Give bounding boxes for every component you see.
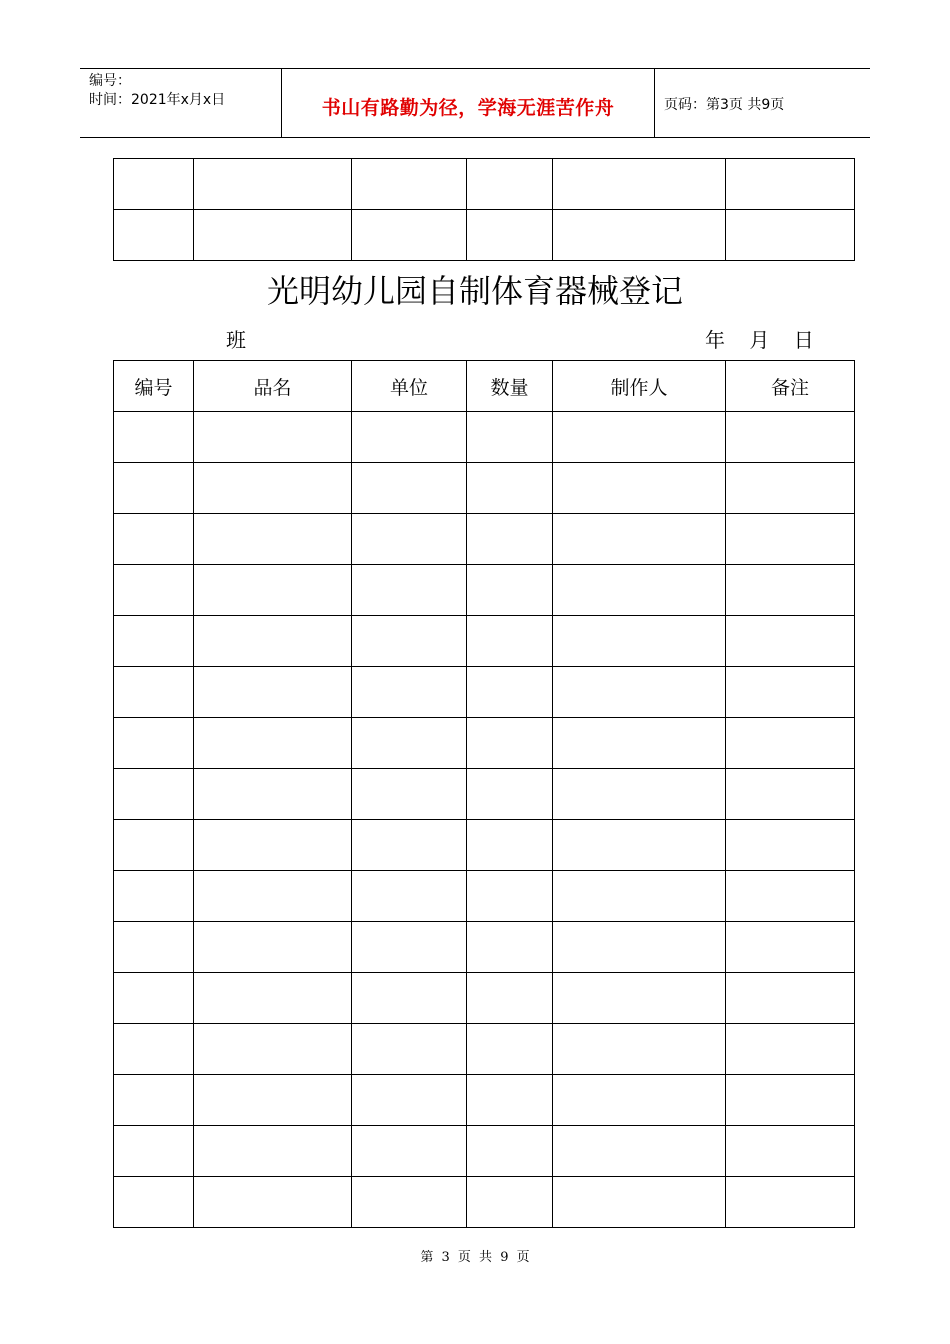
table-cell[interactable]	[352, 463, 467, 514]
table-cell[interactable]	[726, 210, 855, 261]
table-cell[interactable]	[194, 1075, 352, 1126]
table-cell[interactable]	[194, 820, 352, 871]
table-cell[interactable]	[114, 159, 194, 210]
table-cell[interactable]	[114, 412, 194, 463]
table-cell[interactable]	[352, 1024, 467, 1075]
table-cell[interactable]	[726, 1177, 855, 1228]
code-label: 编号：	[89, 73, 131, 89]
table-cell[interactable]	[467, 616, 553, 667]
table-cell[interactable]	[194, 769, 352, 820]
table-cell[interactable]	[553, 463, 726, 514]
table-row	[114, 871, 855, 922]
table-cell[interactable]	[726, 412, 855, 463]
column-header-number: 编号	[114, 361, 194, 412]
table-cell[interactable]	[553, 718, 726, 769]
table-cell[interactable]	[194, 718, 352, 769]
table-row	[114, 565, 855, 616]
table-cell[interactable]	[114, 210, 194, 261]
time-label: 时间：2021年x月x日	[89, 92, 226, 108]
table-cell[interactable]	[467, 159, 553, 210]
table-cell[interactable]	[553, 412, 726, 463]
table-row	[114, 159, 855, 210]
table-cell[interactable]	[352, 1126, 467, 1177]
table-cell[interactable]	[553, 1177, 726, 1228]
table-cell[interactable]	[553, 616, 726, 667]
table-cell[interactable]	[194, 412, 352, 463]
table-cell[interactable]	[194, 871, 352, 922]
table-cell[interactable]	[726, 514, 855, 565]
table-cell[interactable]	[352, 412, 467, 463]
table-cell[interactable]	[726, 922, 855, 973]
table-cell[interactable]	[194, 210, 352, 261]
table-cell[interactable]	[726, 463, 855, 514]
table-cell[interactable]	[114, 1177, 194, 1228]
table-cell[interactable]	[467, 210, 553, 261]
table-cell[interactable]	[553, 973, 726, 1024]
table-cell[interactable]	[114, 616, 194, 667]
table-cell[interactable]	[114, 1126, 194, 1177]
table-cell[interactable]	[467, 973, 553, 1024]
table-cell[interactable]	[114, 565, 194, 616]
table-header-row	[114, 361, 855, 412]
table-cell[interactable]	[114, 922, 194, 973]
table-cell[interactable]	[726, 616, 855, 667]
table-row	[114, 1024, 855, 1075]
table-cell[interactable]	[114, 667, 194, 718]
table-row	[114, 616, 855, 667]
table-row	[114, 820, 855, 871]
table-cell[interactable]	[114, 820, 194, 871]
table-cell[interactable]	[726, 565, 855, 616]
table-cell[interactable]	[726, 1126, 855, 1177]
table-cell[interactable]	[352, 667, 467, 718]
table-cell[interactable]	[352, 1177, 467, 1228]
table-cell[interactable]	[352, 159, 467, 210]
table-cell[interactable]	[114, 973, 194, 1024]
table-cell[interactable]	[553, 514, 726, 565]
table-cell[interactable]	[352, 820, 467, 871]
table-cell[interactable]	[553, 1126, 726, 1177]
table-cell[interactable]	[467, 514, 553, 565]
equipment-register-table	[113, 360, 855, 1228]
table-row	[114, 667, 855, 718]
table-cell[interactable]	[553, 769, 726, 820]
table-cell[interactable]	[194, 159, 352, 210]
table-cell[interactable]	[467, 1075, 553, 1126]
table-cell[interactable]	[726, 769, 855, 820]
column-header-maker: 制作人	[553, 361, 726, 412]
table-cell[interactable]	[467, 463, 553, 514]
table-cell[interactable]	[352, 1075, 467, 1126]
table-cell[interactable]	[467, 769, 553, 820]
table-row	[114, 718, 855, 769]
table-row	[114, 514, 855, 565]
table-cell[interactable]	[194, 1024, 352, 1075]
table-cell[interactable]	[114, 718, 194, 769]
table-cell[interactable]	[726, 820, 855, 871]
table-row	[114, 973, 855, 1024]
column-header-remarks: 备注	[726, 361, 855, 412]
table-cell[interactable]	[114, 514, 194, 565]
table-cell[interactable]	[194, 616, 352, 667]
column-header-quantity: 数量	[467, 361, 553, 412]
header-meta	[89, 72, 225, 110]
table-cell[interactable]	[726, 871, 855, 922]
table-cell[interactable]	[726, 1075, 855, 1126]
table-row	[114, 463, 855, 514]
header-divider	[654, 69, 655, 137]
table-cell[interactable]	[194, 463, 352, 514]
page-header	[80, 68, 870, 138]
table-cell[interactable]	[726, 973, 855, 1024]
continued-table	[113, 158, 855, 261]
table-cell[interactable]	[114, 769, 194, 820]
table-cell[interactable]	[352, 871, 467, 922]
column-header-item-name: 品名	[194, 361, 352, 412]
table-row	[114, 210, 855, 261]
table-cell[interactable]	[467, 1024, 553, 1075]
date-label: 年 月 日	[705, 328, 814, 352]
table-cell[interactable]	[352, 922, 467, 973]
table-cell[interactable]	[194, 1126, 352, 1177]
table-cell[interactable]	[352, 718, 467, 769]
header-motto: 书山有路勤为径，学海无涯苦作舟	[321, 97, 615, 119]
table-cell[interactable]	[114, 1075, 194, 1126]
page-footer: 第 3 页 共 9 页	[420, 1250, 530, 1265]
table-row	[114, 412, 855, 463]
table-cell[interactable]	[553, 667, 726, 718]
table-cell[interactable]	[352, 769, 467, 820]
table-cell[interactable]	[467, 565, 553, 616]
table-cell[interactable]	[553, 565, 726, 616]
table-cell[interactable]	[467, 1177, 553, 1228]
table-row	[114, 922, 855, 973]
table-cell[interactable]	[352, 616, 467, 667]
table-cell[interactable]	[194, 514, 352, 565]
table-cell[interactable]	[194, 922, 352, 973]
table-cell[interactable]	[467, 922, 553, 973]
table-cell[interactable]	[114, 871, 194, 922]
table-cell[interactable]	[194, 565, 352, 616]
table-row	[114, 1177, 855, 1228]
class-label: 班	[226, 328, 246, 352]
table-cell[interactable]	[114, 463, 194, 514]
table-cell[interactable]	[553, 922, 726, 973]
header-page-info: 页码：第3页 共9页	[664, 97, 785, 113]
table-cell[interactable]	[352, 514, 467, 565]
table-cell[interactable]	[114, 1024, 194, 1075]
table-cell[interactable]	[467, 667, 553, 718]
table-cell[interactable]	[352, 565, 467, 616]
table-row	[114, 769, 855, 820]
table-cell[interactable]	[726, 159, 855, 210]
table-cell[interactable]	[194, 1177, 352, 1228]
table-cell[interactable]	[467, 718, 553, 769]
table-cell[interactable]	[553, 871, 726, 922]
table-cell[interactable]	[352, 973, 467, 1024]
table-row	[114, 1075, 855, 1126]
table-cell[interactable]	[194, 667, 352, 718]
table-cell[interactable]	[553, 1024, 726, 1075]
table-row	[114, 1126, 855, 1177]
table-cell[interactable]	[467, 1126, 553, 1177]
column-header-unit: 单位	[352, 361, 467, 412]
table-cell[interactable]	[553, 1075, 726, 1126]
table-cell[interactable]	[467, 871, 553, 922]
table-cell[interactable]	[194, 973, 352, 1024]
table-cell[interactable]	[553, 820, 726, 871]
page-title: 光明幼儿园自制体育器械登记	[266, 272, 683, 310]
table-cell[interactable]	[553, 210, 726, 261]
table-cell[interactable]	[726, 1024, 855, 1075]
table-cell[interactable]	[467, 820, 553, 871]
table-cell[interactable]	[553, 159, 726, 210]
table-cell[interactable]	[726, 667, 855, 718]
table-cell[interactable]	[726, 718, 855, 769]
table-cell[interactable]	[352, 210, 467, 261]
table-cell[interactable]	[467, 412, 553, 463]
